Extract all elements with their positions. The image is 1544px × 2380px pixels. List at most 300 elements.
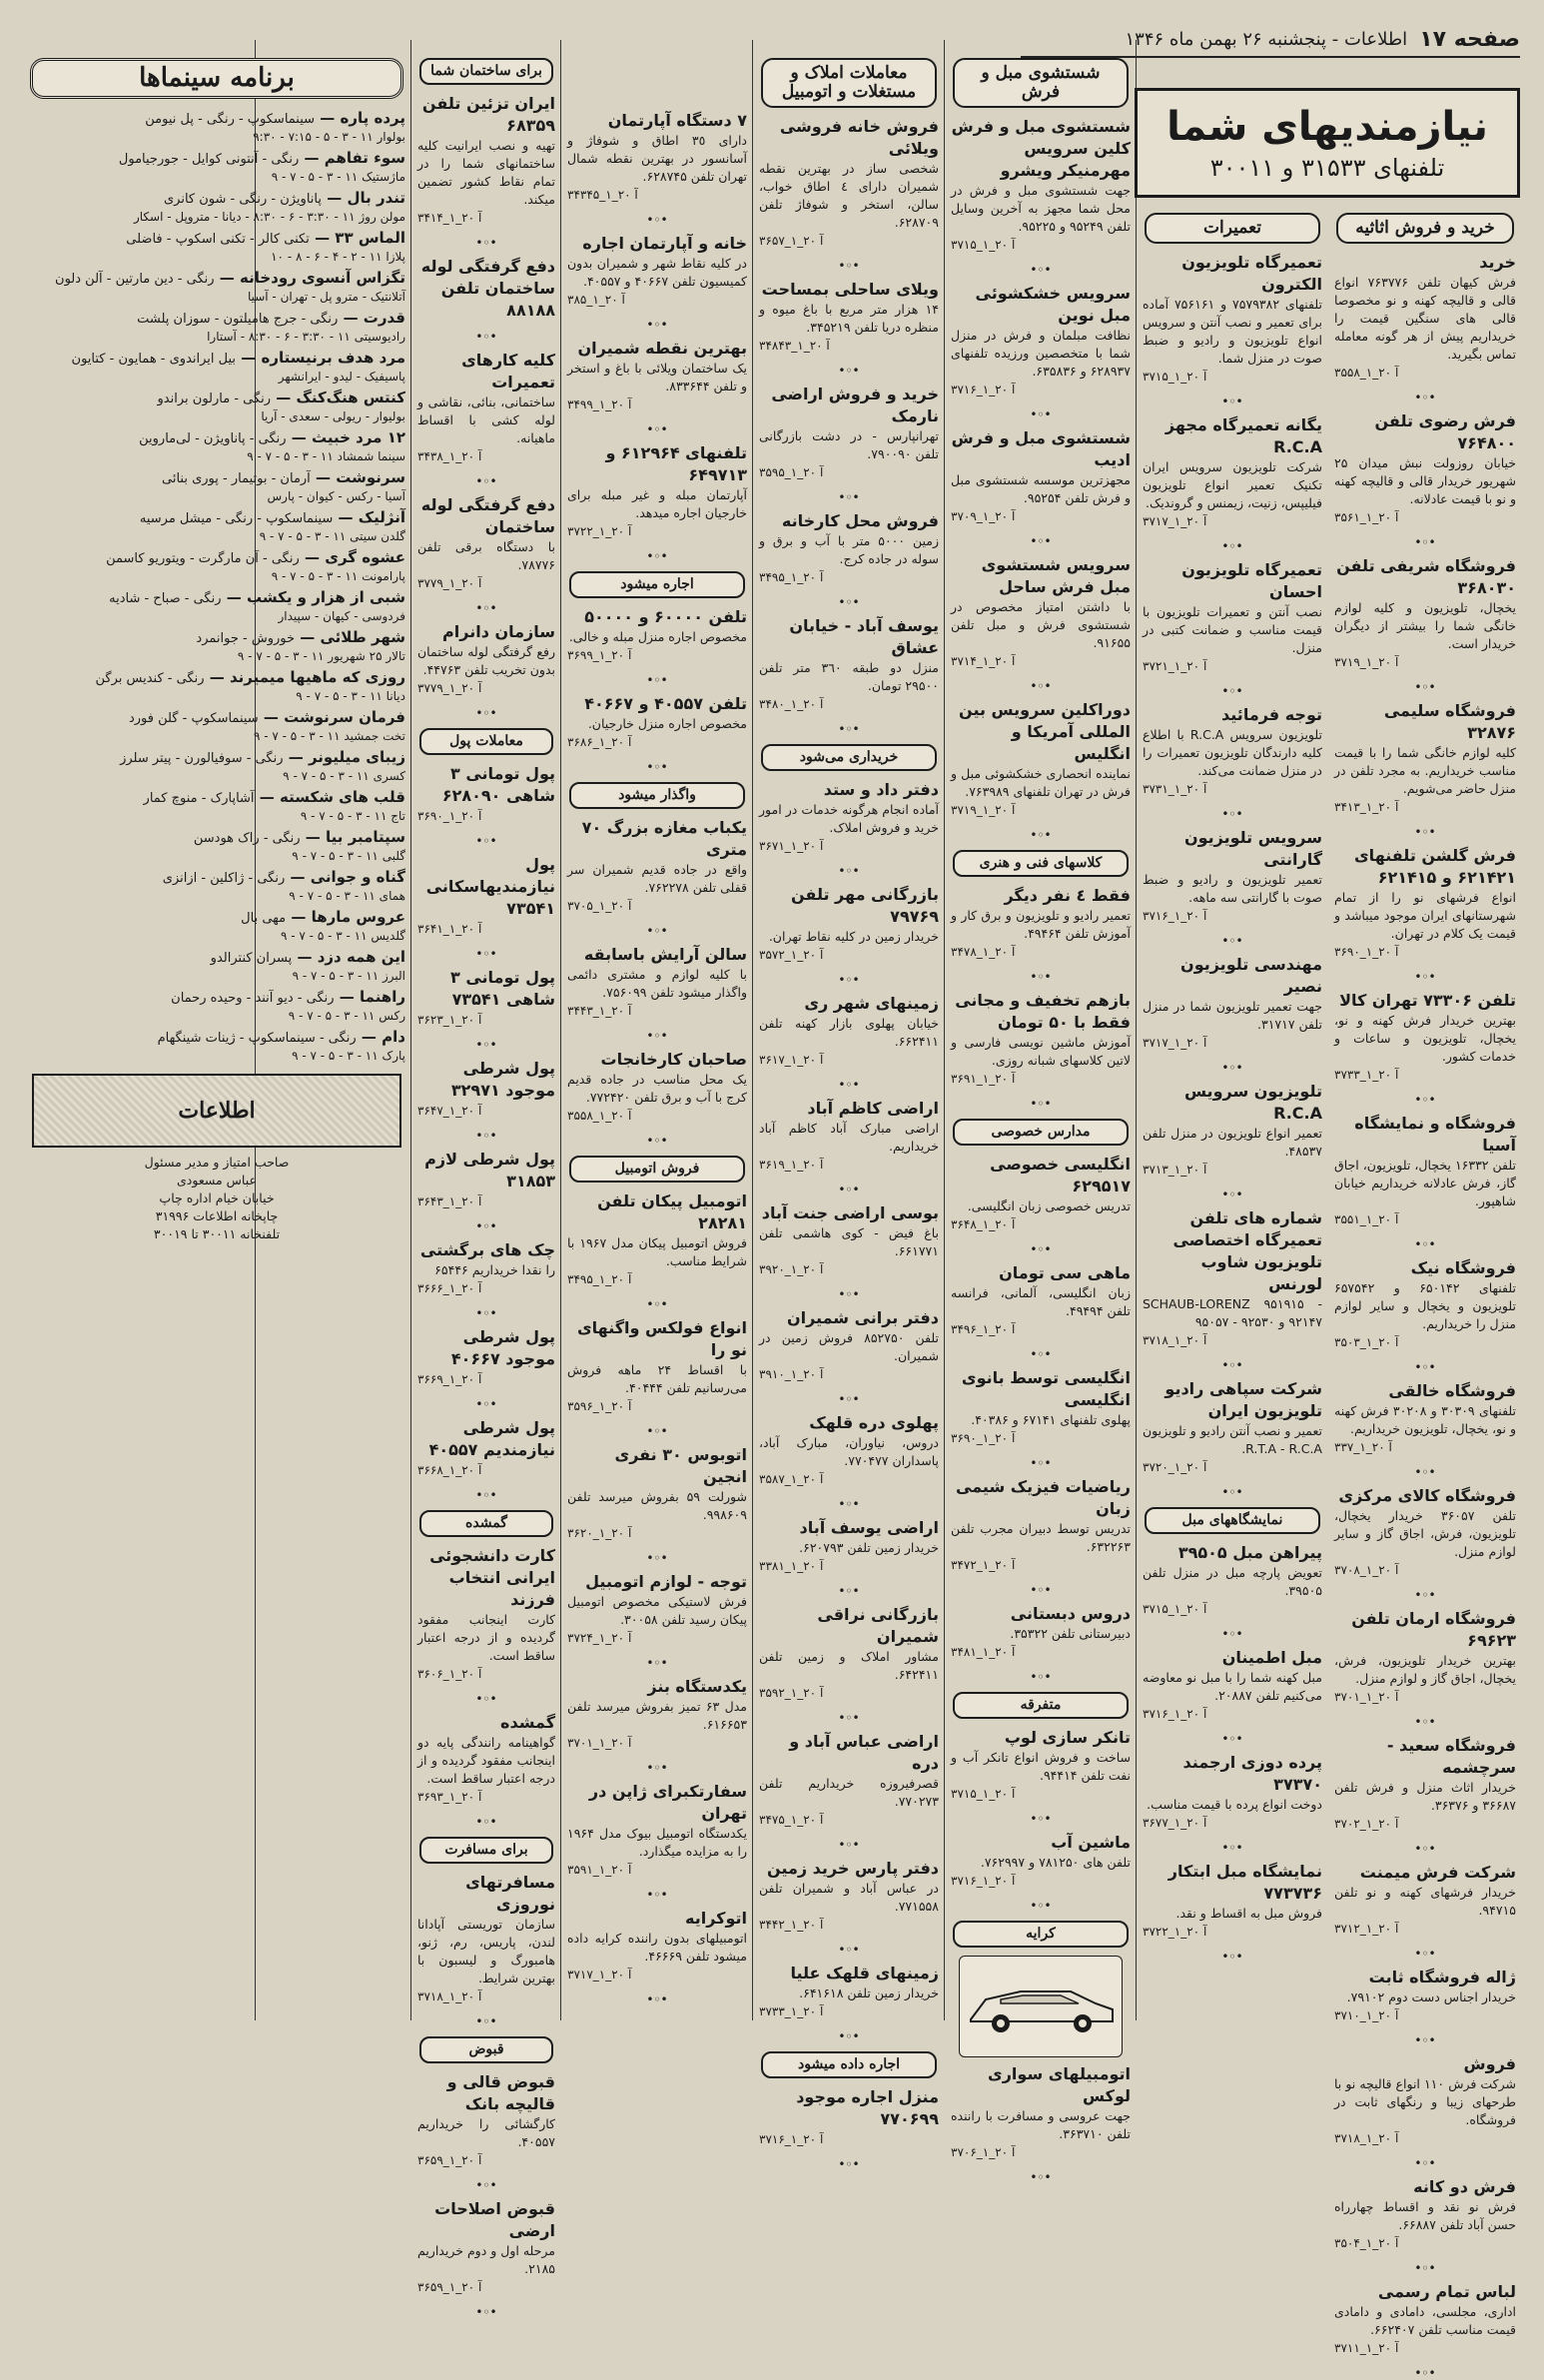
ad-body: نصب آنتن و تعمیرات تلویزیون با قیمت مناسب و ضمانت کتبی در منزل. — [1143, 604, 1322, 655]
ad-body: تعمیر و نصب آنتن رادیو و تلویزیون R.T.A - R.C.A. — [1143, 1423, 1322, 1456]
classified-ad — [951, 1367, 1131, 1448]
ad-heading: فروشگاه کالای مرکزی — [1338, 1486, 1516, 1505]
ad-heading: یگانه تعمیرگاه مجهز R.C.A — [1164, 415, 1322, 456]
film-title-line — [28, 788, 405, 808]
ad-body: کارگشائی را خریداریم ۴۰۵۵۷. — [417, 2116, 555, 2149]
film-title-line — [28, 389, 405, 408]
ad-code: ۳۷۱۵_آ ۲۰_۱ — [951, 1787, 1016, 1801]
ad-code: ۳۷۲۰_آ ۲۰_۱ — [1143, 1460, 1207, 1474]
ad-heading: بازرگانی نراقی شمیران — [817, 1605, 939, 1646]
newspaper-date: اطلاعات - پنجشنبه ۲۶ بهمن ماه ۱۳۴۶ — [1125, 28, 1408, 50]
classified-ad — [1143, 704, 1322, 799]
dash: — — [300, 828, 327, 846]
film-title: سپتامبر بیا — [326, 828, 405, 846]
ad-heading: ویلای ساحلی بمساحت — [761, 280, 939, 299]
ad-heading: نمایشگاه مبل ابتکار ۷۷۳۷۳۶ — [1167, 1862, 1322, 1903]
ad-separator: •◦• — [1030, 263, 1052, 277]
classified-ad — [417, 1712, 555, 1807]
ad-body: تلفن ۳۶۰۵۷ خریدار یخچال، تلویزیون، فرش، اجاق گاز و سایر لوازم منزل. — [1334, 1508, 1516, 1559]
ad-separator: •◦• — [475, 1038, 497, 1052]
ad-heading: مسافرتهای نوروزی — [465, 1873, 555, 1914]
dash: — — [254, 788, 280, 806]
cinema-listing — [28, 109, 405, 145]
showtimes: گلبی ۱۱ - ۳ - ۵ - ۷ - ۹ — [292, 849, 405, 863]
film-genre-cast: سینماسکوپ - گلن فورد — [128, 711, 259, 726]
ad-separator: •◦• — [646, 422, 668, 436]
ad-body: منزل دو طبقه ٣٦٠ متر تلفن ۲۹۵۰۰ تومان. — [759, 660, 939, 693]
ad-separator: •◦• — [1030, 1583, 1052, 1597]
ad-heading: یوسف آباد - خیابان عشاق — [789, 616, 939, 657]
ad-code: ۳۴۱۴_آ ۲۰_۱ — [417, 211, 482, 225]
classified-ad — [1334, 1862, 1516, 1939]
ad-body: تلویزیون سرویس R.C.A با اطلاع کلیه دارندگان تلویزیون تعمیرات را در منزل ضمانت می‌کند. — [1143, 727, 1322, 778]
ad-body: فروش اتومبیل پیکان مدل ۱۹۶۷ با شرایط مناسب. — [567, 1235, 747, 1268]
classified-ad — [1334, 1735, 1516, 1834]
cinema-listing — [28, 389, 405, 424]
film-genre-cast: رنگی - صباح - شادیه — [109, 591, 222, 606]
ad-separator: •◦• — [475, 1219, 497, 1233]
cinema-listing — [28, 468, 405, 504]
ad-code: ۳۴۷۵_آ ۲۰_۱ — [759, 1813, 824, 1827]
classified-ad — [417, 1326, 555, 1389]
ad-separator: •◦• — [1414, 2366, 1436, 2380]
ad-separator: •◦• — [475, 236, 497, 250]
cinema-listing — [28, 908, 405, 944]
ad-separator: •◦• — [838, 722, 860, 736]
classified-ad — [1143, 1378, 1322, 1477]
ad-separator: •◦• — [475, 2178, 497, 2192]
film-title-line — [28, 468, 405, 488]
ad-body: شخصی ساز در بهترین نقطه شمیران دارای ٤ اطاق خواب، سالن، استخر و شوفاژ تلفن ۶۲۸۷۰۹. — [759, 161, 939, 230]
film-title: فرمان سرنوشت — [284, 708, 405, 726]
ad-separator: •◦• — [1030, 534, 1052, 548]
classified-ad — [1334, 1380, 1516, 1457]
classified-ad — [759, 1604, 939, 1703]
ad-separator: •◦• — [1030, 2170, 1052, 2184]
ad-separator: •◦• — [475, 1129, 497, 1143]
ad-separator: •◦• — [838, 973, 860, 987]
classified-ad — [417, 763, 555, 826]
film-title-line — [28, 548, 405, 568]
ad-separator: •◦• — [1414, 680, 1436, 694]
film-title: شبی از هزار و یکشب — [246, 588, 405, 606]
classified-ad — [567, 606, 747, 665]
ad-separator: •◦• — [1221, 1732, 1243, 1746]
ad-separator: •◦• — [838, 364, 860, 378]
classified-ad — [759, 279, 939, 356]
ad-code: ۳۷۱۸_آ ۲۰_۱ — [1143, 1333, 1207, 1347]
classified-ad — [1334, 1257, 1516, 1352]
dash: — — [214, 269, 240, 287]
cinema-listing — [28, 229, 405, 265]
ad-body: تلفنهای ۶۵۰۱۴۲ و ۶۵۷۵۴۲ تلویزیون و یخچال و سایر لوازم منزل را خریداریم. — [1334, 1280, 1516, 1331]
column-buy-sell — [1330, 205, 1520, 2380]
ad-code: ۳۸۵_آ ۲۰_۱ — [567, 293, 625, 307]
ad-heading: دروس دبستانی — [1010, 1604, 1131, 1623]
ad-heading: زمینهای قلهک علیا — [790, 1964, 939, 1983]
ad-heading: زمینهای شهر ری — [804, 994, 939, 1013]
ad-code: ۳۵۵۱_آ ۲۰_۱ — [1334, 1212, 1399, 1226]
film-title: آنژلیک — [358, 508, 405, 526]
ad-body: یک محل مناسب در جاده قدیم کرج با آب و برق تلفن ۷۷۲۴۲۰. — [567, 1072, 747, 1105]
film-title: تندر بال — [347, 189, 405, 207]
ad-body: دبیرستانی تلفن ۳۵۳۲۲. — [1010, 1626, 1131, 1641]
ad-body: یخچال، تلویزیون و کلیه لوازم خانگی شما را بیشتر از دیگران خریدار است. — [1334, 600, 1516, 651]
ad-code: ۳۵۵۸_آ ۲۰_۱ — [567, 1109, 632, 1123]
film-title-line — [28, 109, 405, 129]
ad-code: ۳۴۹۵_آ ۲۰_۱ — [567, 1272, 632, 1286]
ad-code: ۳۵۹۵_آ ۲۰_۱ — [759, 465, 824, 479]
cinema-listing — [28, 1028, 405, 1064]
ad-code: ۳۷۰۱_آ ۲۰_۱ — [1334, 1690, 1399, 1704]
cinema-program-title: برنامه سینماها — [30, 58, 403, 99]
ad-body: اداری، مجلسی، دامادی و دامادی قیمت مناسب تلفن ۶۶۲۴۰۷. — [1334, 2304, 1516, 2337]
ad-code: ۳۷۲۱_آ ۲۰_۱ — [1143, 659, 1207, 673]
ad-code: ۳۷۳۳_آ ۲۰_۱ — [759, 2004, 824, 2018]
ad-code: ۳۶۹۹_آ ۲۰_۱ — [567, 648, 632, 662]
classified-ad — [1334, 252, 1516, 383]
film-genre-cast: پاناویژن - رنگی - شون کانری — [163, 192, 322, 207]
ad-code: ۳۷۰۶_آ ۲۰_۱ — [951, 2145, 1016, 2159]
ad-separator: •◦• — [1414, 1842, 1436, 1856]
classified-ad — [1334, 1608, 1516, 1707]
classified-ad — [1143, 954, 1322, 1053]
film-title: شهر طلائی — [320, 628, 405, 646]
ad-separator: •◦• — [838, 1183, 860, 1196]
ad-code: ۳۴۴۳_آ ۲۰_۱ — [567, 1004, 632, 1018]
section-header: معاملات املاک و مستغلات و اتومبیل — [761, 58, 937, 108]
ad-separator: •◦• — [1414, 1588, 1436, 1602]
film-title-line — [28, 948, 405, 968]
classified-ad — [1334, 410, 1516, 527]
ad-body: تعمیر تلویزیون و رادیو و ضبط صوت با گارانتی سه ماهه. — [1143, 872, 1322, 905]
ad-separator: •◦• — [475, 706, 497, 720]
film-title: قلب های شکسته — [279, 788, 405, 806]
classified-ad — [1334, 700, 1516, 817]
cinema-listing — [28, 788, 405, 824]
showtimes: بولوار ۱۱ - ۳ - ۵ - ۷:۱۵ - ۹:۳۰ — [253, 130, 405, 144]
ad-heading: سفارتکبرای ژاپن در تهران — [588, 1782, 747, 1823]
ad-separator: •◦• — [646, 1551, 668, 1565]
cinema-listing — [28, 868, 405, 904]
ad-heading: انگلیسی خصوصی ۶۲۹۵۱۷ — [990, 1155, 1131, 1195]
classified-ad — [567, 442, 747, 541]
classifieds-title-box — [1135, 88, 1520, 198]
ad-heading: کارت دانشجوئی ایرانی انتخاب فرزند — [429, 1546, 555, 1609]
ad-heading: شستشوی مبل و فرش کلین سرویس مهرمنیکر ویشرو — [951, 117, 1131, 180]
ad-code: ۳۷۱۶_آ ۲۰_۱ — [951, 383, 1016, 397]
ad-body: SCHAUB-LORENZ ۹۵۱۹۱۵ - ۹۲۱۴۷ و ۹۲۵۳۰ - ۹۵۰۵۷ — [1143, 1296, 1322, 1329]
ad-body: باغ فیض - کوی هاشمی تلفن ۶۶۱۷۷۱. — [759, 1225, 939, 1258]
classified-ad — [1334, 2053, 1516, 2148]
ad-heading: تلفن ۴۰۵۵۷ و ۴۰۶۶۷ — [584, 694, 747, 713]
ad-heading: فروشگاه خالقی — [1388, 1381, 1516, 1400]
ad-separator: •◦• — [1030, 1097, 1052, 1111]
classified-ad — [951, 1832, 1131, 1891]
ad-separator: •◦• — [1221, 539, 1243, 553]
ad-heading: پول نیازمندیهاسکانی ۷۳۵۴۱ — [425, 855, 555, 918]
ad-code: ۳۷۱۵_آ ۲۰_۱ — [951, 238, 1016, 252]
ad-heading: توجه - لوازم اتومبیل — [585, 1572, 747, 1591]
ad-separator: •◦• — [646, 1424, 668, 1438]
classified-ad — [759, 1412, 939, 1489]
column-cinema-program — [24, 50, 409, 2020]
section-header: نمایشگاههای مبل — [1145, 1507, 1320, 1534]
ad-code: ۳۷۷۹_آ ۲۰_۱ — [417, 681, 482, 695]
ad-body: تعمیر انواع تلویزیون در منزل تلفن ۴۸۵۳۷. — [1143, 1126, 1322, 1159]
column-repairs — [1139, 205, 1326, 2020]
dash: — — [292, 948, 318, 966]
classified-ad — [1143, 252, 1322, 387]
dash: — — [286, 428, 312, 446]
ad-code: ۳۶۷۱_آ ۲۰_۱ — [759, 839, 824, 853]
film-genre-cast: پسران کنترالدو — [210, 951, 293, 966]
ad-heading: فروش خانه فروشی ویلائی — [779, 117, 939, 158]
ad-separator: •◦• — [475, 1306, 497, 1320]
film-title-line — [28, 628, 405, 648]
dash: — — [295, 628, 321, 646]
ad-separator: •◦• — [475, 330, 497, 344]
ad-heading: سالن آرایش باسابقه — [583, 945, 747, 964]
film-title: الماس ۳۳ — [335, 229, 405, 247]
ad-separator: •◦• — [838, 259, 860, 273]
classified-ad — [1334, 555, 1516, 672]
ad-code: ۳۶۹۰_آ ۲۰_۱ — [1334, 945, 1399, 959]
ad-body: آموزش ماشین نویسی فارسی و لاتین کلاسهای شبانه روزی. — [951, 1035, 1131, 1068]
ad-separator: •◦• — [475, 1692, 497, 1706]
ad-heading: یکدستگاه بنز — [647, 1677, 747, 1696]
ad-heading: پول شرطی موجود ۳۲۹۷۱ — [450, 1059, 555, 1100]
classified-ad — [1334, 1967, 1516, 2025]
ad-separator: •◦• — [646, 1297, 668, 1311]
classified-ad — [417, 1149, 555, 1211]
ad-code: ۳۴۹۶_آ ۲۰_۱ — [951, 1322, 1016, 1336]
ad-code: ۳۹۲۰_آ ۲۰_۱ — [759, 1262, 824, 1276]
section-header: واگذار میشود — [569, 782, 745, 809]
dash: — — [334, 988, 360, 1006]
ad-body: شرکت فرش ۱۱۰ انواع قالیچه نو با طرحهای زیبا و رنگهای ثابت در فروشگاه. — [1334, 2076, 1516, 2127]
ad-heading: تلفن ۷۳۳۰۶ تهران کالا — [1339, 991, 1516, 1010]
classified-ad — [567, 1571, 747, 1648]
ad-heading: فروش محل کارخانه — [781, 511, 939, 530]
ad-code: ۳۶۴۳_آ ۲۰_۱ — [417, 1194, 482, 1208]
footer-line: عباس مسعودی — [177, 1173, 257, 1188]
film-title: سوء تفاهم — [324, 149, 405, 167]
ad-code: ۳۴۷۲_آ ۲۰_۱ — [951, 1558, 1016, 1572]
ad-separator: •◦• — [1030, 407, 1052, 421]
showtimes: پارک ۱۱ - ۳ - ۵ - ۷ - ۹ — [292, 1049, 405, 1063]
classified-ad — [417, 2071, 555, 2170]
film-title: روزی که ماهیها میمیرند — [229, 668, 405, 686]
ad-code: ۳۷۱۰_آ ۲۰_۱ — [1334, 2008, 1399, 2022]
ad-body: با دستگاه برقی تلفن ۷۸۷۷۶. — [417, 539, 555, 572]
cinema-listing — [28, 628, 405, 664]
film-genre-cast: آرمان - بوتیمار - پوری بنائی — [162, 471, 311, 486]
ad-heading: ۷ دستگاه آپارتمان — [607, 111, 747, 130]
classified-ad — [759, 615, 939, 714]
classified-ad — [759, 993, 939, 1070]
ad-heading: بوسی اراضی جنت آباد — [761, 1203, 939, 1222]
classified-ad — [567, 817, 747, 916]
ad-code: ۳۶۱۷_آ ۲۰_۱ — [759, 1053, 824, 1067]
classified-ad — [417, 1058, 555, 1121]
car-illustration — [959, 1956, 1123, 2057]
section-header: گمشده — [419, 1510, 553, 1537]
cinema-listing — [28, 548, 405, 584]
classified-ad — [951, 427, 1131, 526]
section-header: تعمیرات — [1145, 213, 1320, 244]
classified-ad — [951, 1727, 1131, 1804]
ad-body: جهت شستشوی مبل و فرش در محل شما مجهز به آخرین وسایل تلفن ۹۵۲۴۹ و ۹۵۲۲۵. — [951, 183, 1131, 234]
ad-separator: •◦• — [646, 760, 668, 774]
classified-ad — [759, 1098, 939, 1175]
ad-heading: لباس تمام رسمی — [1377, 2282, 1516, 2301]
ad-body: واقع در جاده قدیم شمیران سر قفلی تلفن ۷۶۲۲۷۸. — [567, 862, 747, 895]
dash: — — [356, 1028, 383, 1046]
ad-code: ۳۷۱۸_آ ۲۰_۱ — [1334, 2131, 1399, 2145]
ad-separator: •◦• — [838, 1838, 860, 1852]
ad-heading: اتومبیل پیکان تلفن ۲۸۲۸۱ — [597, 1191, 747, 1232]
newspaper-imprint-logo — [32, 1074, 401, 1148]
footer-line: صاحب امتیاز و مدیر مسئول — [144, 1155, 290, 1170]
film-title-line — [28, 428, 405, 448]
ad-heading: ایران تزئین تلفن ۶۸۳۵۹ — [421, 94, 555, 135]
section-header: شستشوی مبل و فرش — [953, 58, 1129, 108]
ad-heading: پول تومانی ٣ شاهی ۷۳۵۴۱ — [450, 968, 555, 1009]
ad-body: خریدار اجناس دست دوم ۷۹۱۰۲. — [1346, 1989, 1516, 2004]
classified-ad — [1334, 990, 1516, 1085]
ad-code: ۳۷۳۱_آ ۲۰_۱ — [1143, 782, 1207, 796]
classified-ad — [759, 2086, 939, 2149]
ad-code: ۳۴۴۲_آ ۲۰_۱ — [759, 1918, 824, 1932]
ad-separator: •◦• — [646, 673, 668, 687]
ad-code: ۳۶۹۰_آ ۲۰_۱ — [417, 809, 482, 823]
ad-heading: تعمیرگاه تلویزیون احسان — [1181, 560, 1322, 601]
ad-code: ۳۳۸۱_آ ۲۰_۱ — [759, 1559, 824, 1573]
showtimes: فردوسی - کیهان - سپیدار — [278, 609, 405, 623]
film-genre-cast: رنگی - سینماسکوپ - ژینات شینگهام — [157, 1031, 357, 1046]
ad-body: با اقساط ۲۴ ماهه فروش می‌رسانیم تلفن ۴۰۴۴۴. — [567, 1362, 747, 1395]
ad-separator: •◦• — [1030, 1347, 1052, 1361]
ad-body: یکدستگاه اتومبیل بیوک مدل ۱۹۶۴ را به مزایده میگذارد. — [567, 1826, 747, 1859]
cinema-listing — [28, 588, 405, 624]
ad-body: تلفن ۱۶۳۳۲ یخچال، تلویزیون، اجاق گاز، فرش عادلانه خریداریم خیابان شاهپور. — [1334, 1158, 1516, 1208]
classified-ad — [1143, 1647, 1322, 1724]
classified-ad — [417, 1545, 555, 1684]
ad-separator: •◦• — [1414, 1715, 1436, 1729]
ad-code: ۳۶۸۶_آ ۲۰_۱ — [567, 735, 632, 749]
classified-ad — [1334, 2176, 1516, 2253]
ad-body: در کلیه نقاط شهر و شمیران بدون کمیسیون تلفن ۴۰۶۶۷ و ۴۰۵۵۷. — [567, 256, 747, 289]
ad-body: ساختمانی، بنائی، نقاشی و لوله کشی با اقساط ماهیانه. — [417, 395, 555, 445]
ad-separator: •◦• — [646, 1761, 668, 1775]
ad-heading: پیراهن مبل ۳۹۵۰۵ — [1177, 1543, 1322, 1562]
film-title: زیبای میلیونر — [308, 748, 405, 766]
ad-code: ۳۶۱۹_آ ۲۰_۱ — [759, 1158, 824, 1172]
classified-ad — [759, 510, 939, 587]
film-genre-cast: رنگی - آن مارگرت - ویتوریو کاسمن — [106, 551, 300, 566]
ad-code: ۳۷۲۴_آ ۲۰_۱ — [567, 1631, 632, 1645]
ad-body: بهترین خریدار فرش کهنه و نو، یخچال، تلویزیون و ساعات و خدمات کشور. — [1334, 1013, 1516, 1064]
ad-body: با داشتن امتیاز مخصوص در شستشوی فرش و مبل تلفن ۹۱۶۵۵. — [951, 599, 1131, 650]
column-rentals-cars — [563, 110, 751, 2020]
film-title-line — [28, 189, 405, 209]
ad-code: ۳۷۳۳_آ ۲۰_۱ — [1334, 1068, 1399, 1082]
showtimes: پلازا ۱۱ - ۲ - ۴ - ۶ - ۸ - ۱۰ — [271, 250, 405, 264]
ad-body: تعویض پارچه مبل در منزل تلفن ۳۹۵۰۵. — [1143, 1565, 1322, 1598]
film-title: راهنما — [360, 988, 405, 1006]
film-title-line — [28, 708, 405, 728]
classified-ad — [567, 1444, 747, 1543]
showtimes: دیانا ۱۱ - ۳ - ۵ - ۷ - ۹ — [296, 689, 405, 703]
ad-heading: اتوکرایه — [685, 1909, 747, 1928]
classified-ad — [951, 116, 1131, 255]
section-header: معاملات پول — [419, 728, 553, 755]
ad-separator: •◦• — [1414, 1465, 1436, 1479]
ad-code: ۳۶۶۹_آ ۲۰_۱ — [417, 1372, 482, 1386]
ad-code: ۳۴۸۰_آ ۲۰_۱ — [759, 697, 824, 711]
ad-separator: •◦• — [646, 549, 668, 563]
classified-ad — [1143, 1752, 1322, 1833]
ad-body: جهت تعمیر تلویزیون شما در منزل تلفن ۳۱۷۱۷. — [1143, 999, 1322, 1032]
ad-heading: دوراکلین سرویس بین المللی آمریکا و انگلیس — [959, 700, 1131, 763]
ad-code: ۳۷۰۸_آ ۲۰_۱ — [1334, 1563, 1399, 1577]
film-genre-cast: رنگی - جرج هامیلتون - سوزان پلشت — [137, 312, 339, 327]
classified-ad — [417, 256, 555, 322]
dash: — — [236, 349, 262, 367]
ad-code: ۳۷۱۵_آ ۲۰_۱ — [1143, 1602, 1207, 1616]
classified-ad — [567, 110, 747, 205]
ad-heading: دفتر پارس خرید زمین — [767, 1859, 939, 1878]
ad-separator: •◦• — [475, 1488, 497, 1502]
classified-ad — [951, 885, 1131, 962]
section-header: متفرقه — [953, 1692, 1129, 1719]
section-header: کلاسهای فنی و هنری — [953, 850, 1129, 877]
ad-heading: پهلوی دره قلهک — [809, 1413, 939, 1432]
ad-heading: چک های برگشتی — [419, 1240, 555, 1259]
ad-separator: •◦• — [838, 1943, 860, 1957]
classified-ad — [951, 2063, 1131, 2162]
classified-ad — [951, 283, 1131, 399]
showtimes: رکس ۱۱ - ۳ - ۵ - ۷ - ۹ — [288, 1009, 405, 1023]
ad-code: ۳۷۰۵_آ ۲۰_۱ — [567, 899, 632, 913]
ad-code: ۳۵۰۴_آ ۲۰_۱ — [1334, 2236, 1399, 2250]
ad-code: ۳۶۴۱_آ ۲۰_۱ — [417, 922, 482, 936]
ad-code: ۳۴۸۱_آ ۲۰_۱ — [951, 1645, 1016, 1659]
ad-separator: •◦• — [1221, 1061, 1243, 1075]
ad-body: فرش نو نقد و اقساط چهارراه حسن آباد تلفن ۶۶۸۸۷. — [1334, 2199, 1516, 2232]
ad-body: بهترین خریدار تلویزیون، فرش، یخچال، اجاق گاز و لوازم منزل. — [1334, 1653, 1516, 1686]
ad-body: خریدار زمین تلفن ۶۲۰۷۹۳. — [799, 1540, 939, 1555]
classified-ad — [1334, 1113, 1516, 1229]
ad-code: ۳۷۱۴_آ ۲۰_۱ — [951, 654, 1016, 668]
ad-heading: صاحبان کارخانجات — [600, 1050, 747, 1069]
column-rule — [1136, 40, 1137, 2020]
ad-heading: اراضی عباس آباد و دره — [789, 1732, 939, 1773]
classified-ad — [567, 233, 747, 310]
ad-body: رفع گرفتگی لوله ساختمان بدون تخریب تلفن ۴۴۷۶۳. — [417, 644, 555, 677]
ad-code: ۳۷۰۱_آ ۲۰_۱ — [567, 1736, 632, 1750]
ad-separator: •◦• — [1030, 1899, 1052, 1913]
ad-body: مشاور املاک و زمین تلفن ۶۴۲۴۱۱. — [759, 1649, 939, 1682]
section-header: برای ساختمان شما — [419, 58, 553, 85]
column-real-estate — [755, 50, 943, 2171]
showtimes: بولیوار - ریولی - سعدی - آریا — [261, 409, 405, 423]
ad-body: ١۴ هزار متر مربع با باغ میوه و منظره دریا تلفن ۳۴۵۲۱۹. — [759, 302, 939, 335]
showtimes: ماژستیک ۱۱ - ۳ - ۵ - ۷ - ۹ — [271, 170, 405, 184]
ad-body: ساخت و فروش انواع تانکر آب و نفت تلفن ۹۴۴۱۴. — [951, 1750, 1131, 1783]
film-title-line — [28, 229, 405, 249]
